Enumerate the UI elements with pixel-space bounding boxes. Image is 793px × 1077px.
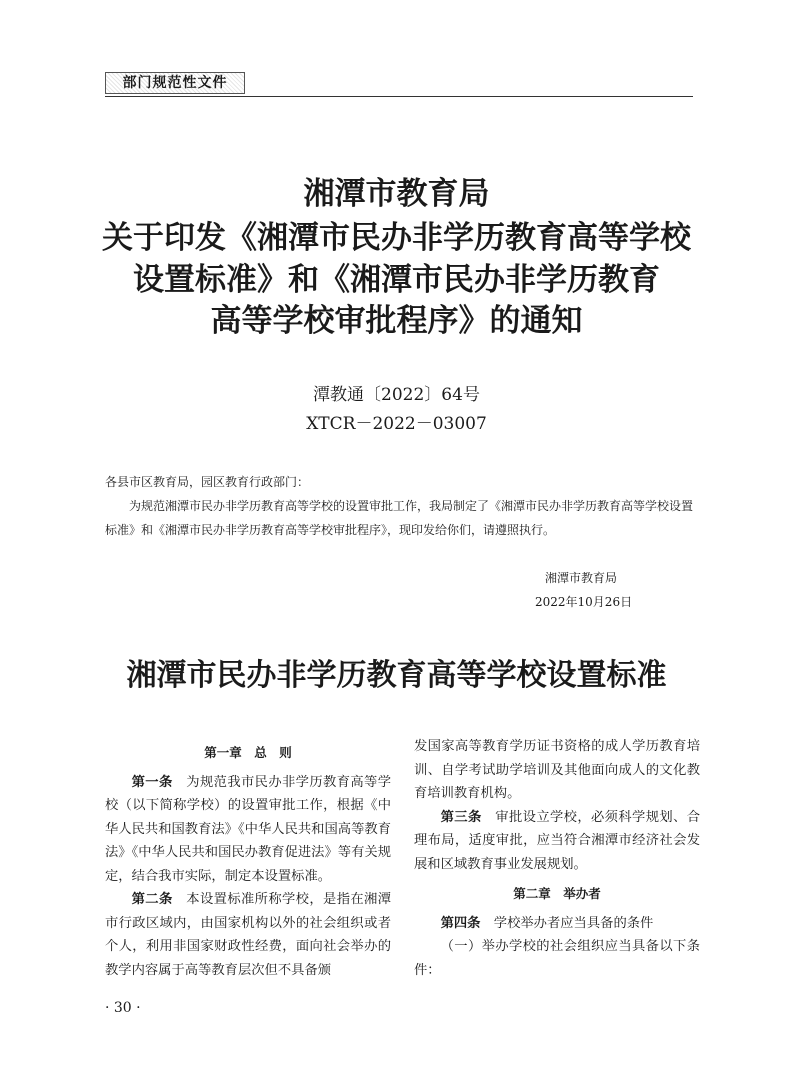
recipients: 各县市区教育局，园区教育行政部门： — [105, 475, 310, 489]
title-line-4: 高等学校审批程序》的通知 — [210, 303, 583, 339]
article-4-label: 第四条 — [440, 915, 481, 931]
article-3 — [414, 806, 700, 877]
signature-org: 湘潭市教育局 — [545, 571, 618, 585]
chapter-2-heading: 第二章 举办者 — [513, 886, 601, 901]
article-3-text: 审批设立学校，必须科学规划、合理布局，适度审批，应当符合湘潭市经济社会发展和区域教育事业发展规划。 — [414, 809, 701, 872]
header-rule — [105, 96, 693, 97]
title-line-2: 关于印发《湘潭市民办非学历教育高等学校 — [102, 220, 691, 256]
article-2-continued: 发国家高等教育学历证书资格的成人学历教育培训、自学考试助学培训及其他面向成人的文化教育培训教育机构。 — [414, 739, 700, 801]
title-line-1: 湘潭市教育局 — [303, 176, 490, 212]
section-tag: 部门规范性文件 — [105, 72, 245, 94]
notice-body: 为规范湘潭市民办非学历教育高等学校的设置审批工作，我局制定了《湘潭市民办非学历教育高等学校设置标准》和《湘潭市民办非学历教育高等学校审批程序》，现印发给你们，请遵照执行。 — [105, 499, 694, 537]
article-4-item-1: （一）举办学校的社会组织应当具备以下条件： — [414, 939, 700, 978]
document-code: XTCR－2022－03007 — [306, 414, 487, 434]
article-2-text: 本设置标准所称学校，是指在湘潭市行政区域内，由国家机构以外的社会组织或者个人，利用非国家财政性经费，面向社会举办的教学内容属于高等教育层次但不具备颁 — [105, 892, 392, 978]
article-1 — [105, 771, 391, 889]
standard-title: 湘潭市民办非学历教育高等学校设置标准 — [126, 658, 667, 693]
left-column — [105, 735, 391, 982]
page-number: · 30 · — [105, 1000, 141, 1016]
article-4 — [414, 912, 700, 936]
article-4-text: 学校举办者应当具备的条件 — [480, 915, 654, 931]
document-number: 潭教通〔2022〕64号 — [313, 385, 480, 405]
chapter-1-heading: 第一章 总 则 — [204, 745, 292, 760]
article-2-label: 第二条 — [131, 892, 173, 907]
article-1-text: 为规范我市民办非学历教育高等学校（以下简称学校）的设置审批工作，根据《中华人民共和国教育法》《中华人民共和国高等教育法》《中华人民共和国民办教育促进法》等有关规定，结合我市实际，制定本设置标准。 — [105, 774, 392, 884]
signature-date: 2022年10月26日 — [535, 595, 633, 609]
article-2 — [105, 888, 391, 982]
article-3-label: 第三条 — [440, 809, 482, 825]
right-column — [414, 735, 700, 982]
title-line-3: 设置标准》和《湘潭市民办非学历教育 — [133, 262, 660, 298]
article-1-label: 第一条 — [131, 774, 173, 790]
